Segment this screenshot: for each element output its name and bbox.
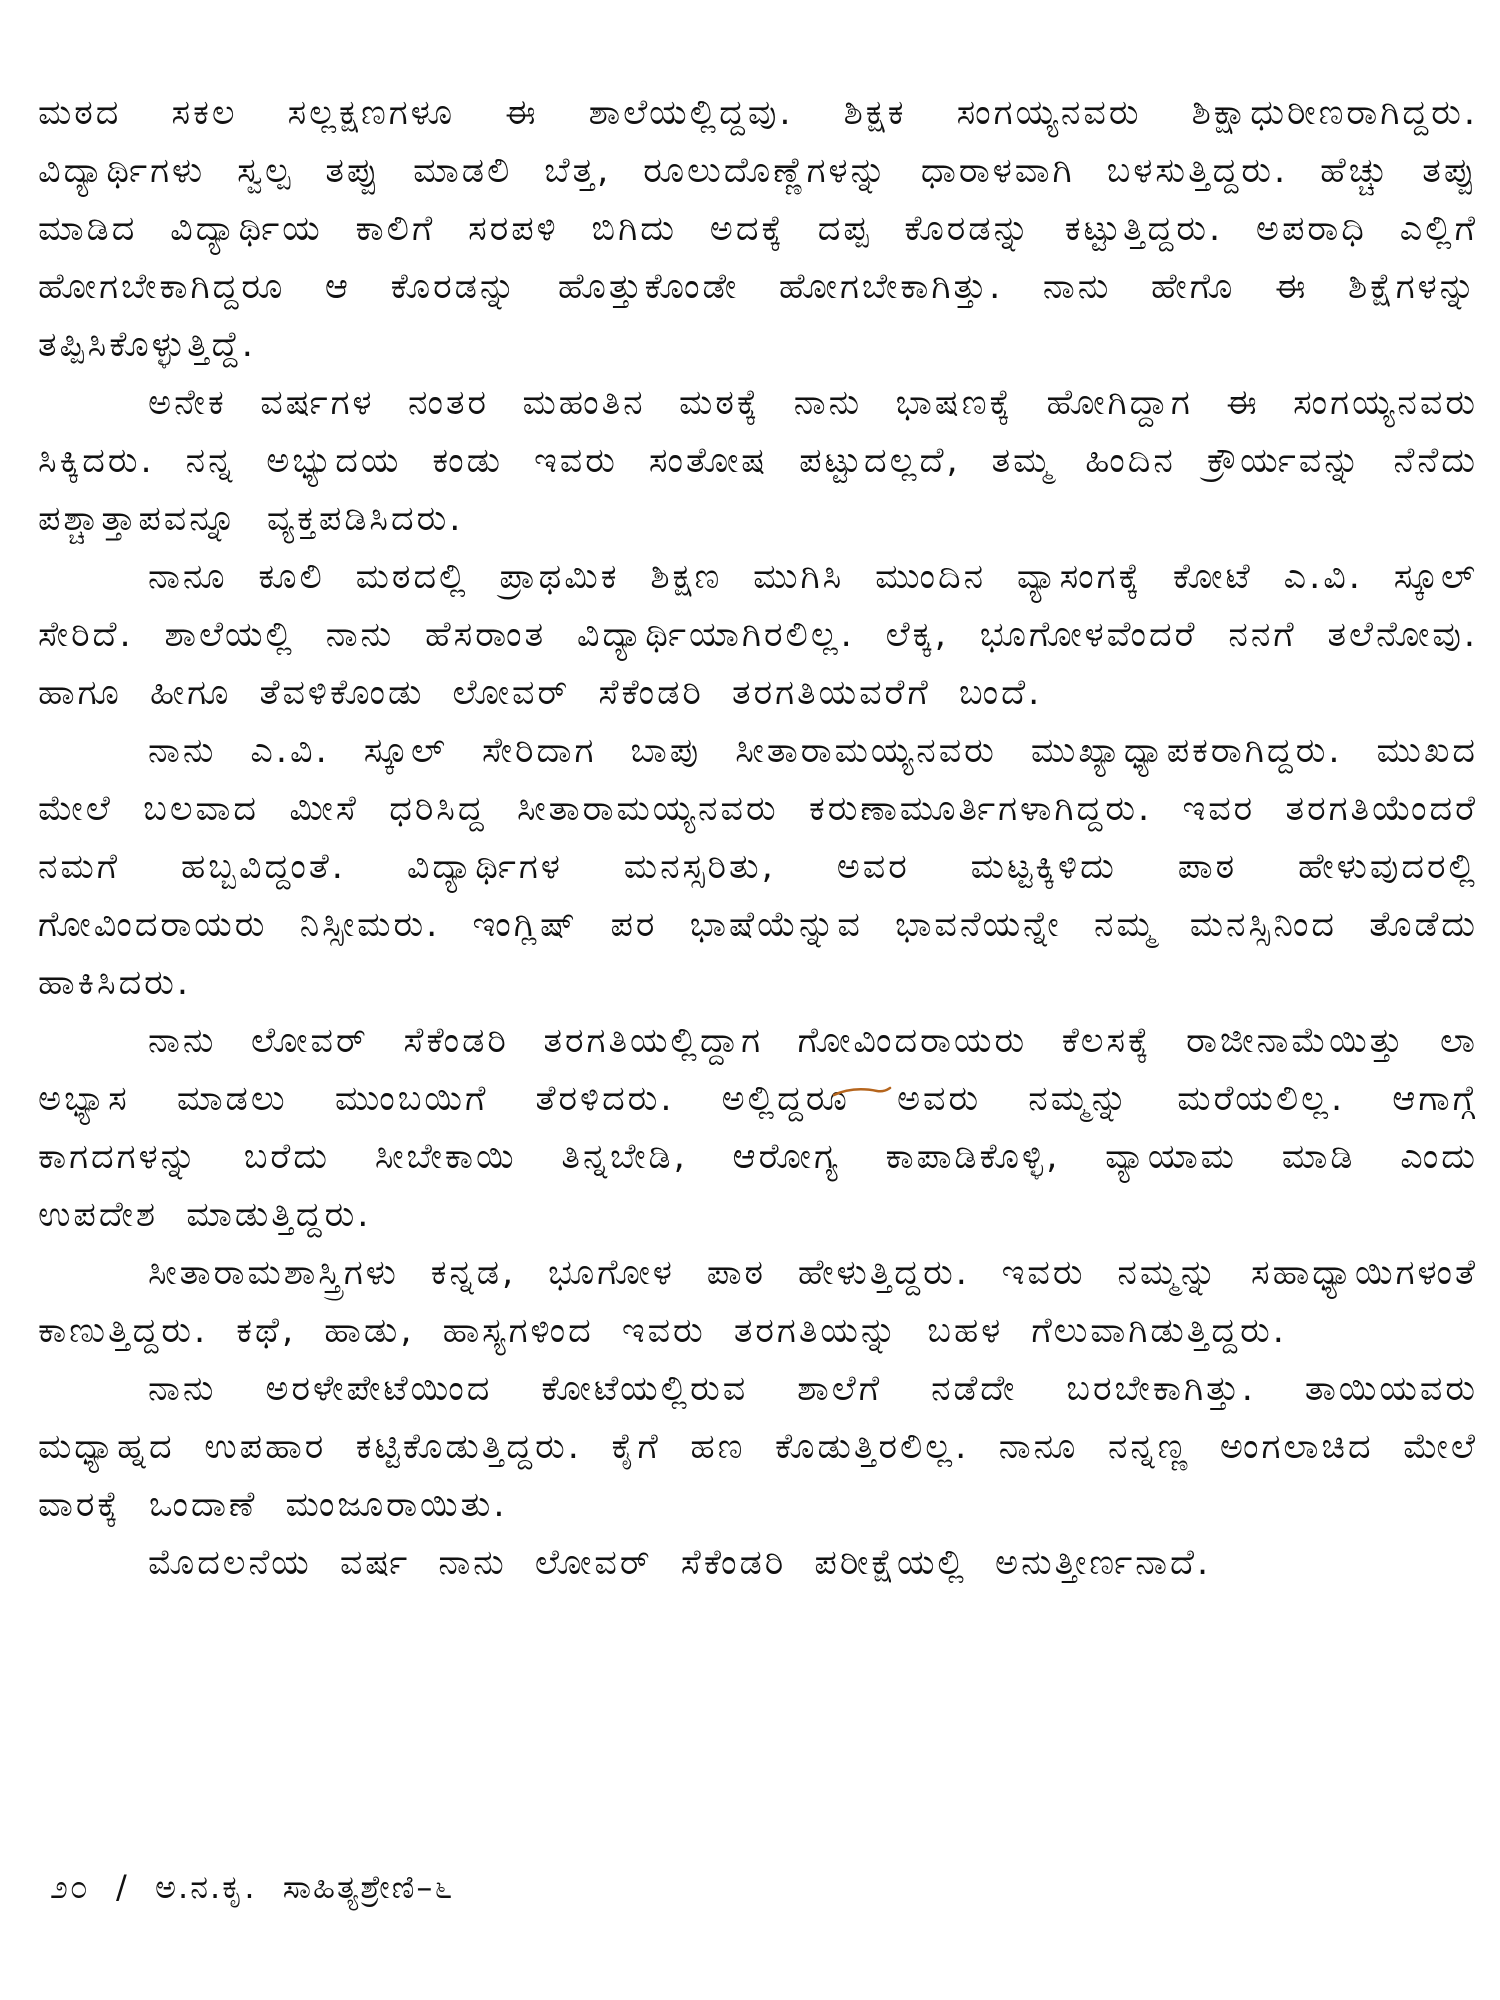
paragraph-2: ಅನೇಕ ವರ್ಷಗಳ ನಂತರ ಮಹಂತಿನ ಮಠಕ್ಕೆ ನಾನು ಭಾಷಣಕ್ಕೆ ಹೋಗಿದ್ದಾಗ ಈ ಸಂಗಯ್ಯನವರು ಸಿಕ್ಕಿದರು. ನನ್ನ ಅಭ್ಯುದಯ ಕಂಡು ಇವರು ಸಂತೋಷ ಪಟ್ಟುದಲ್ಲದೆ, ತಮ್ಮ ಹಿಂದಿನ ಕ್ರೌರ್ಯವನ್ನು ನೆನೆದು ಪಶ್ಚಾತ್ತಾಪವನ್ನೂ ವ್ಯಕ್ತಪಡಿಸಿದರು.: [38, 383, 1478, 539]
paragraph-6: ಸೀತಾರಾಮಶಾಸ್ತ್ರಿಗಳು ಕನ್ನಡ, ಭೂಗೋಳ ಪಾಠ ಹೇಳುತ್ತಿದ್ದರು. ಇವರು ನಮ್ಮನ್ನು ಸಹಾಧ್ಯಾಯಿಗಳಂತೆ ಕಾಣುತ್ತಿದ್ದರು. ಕಥೆ, ಹಾಡು, ಹಾಸ್ಯಗಳಿಂದ ಇವರು ತರಗತಿಯನ್ನು ಬಹಳ ಗೆಲುವಾಗಿಡುತ್ತಿದ್ದರು.: [38, 1253, 1478, 1351]
paragraph-7: ನಾನು ಅರಳೇಪೇಟೆಯಿಂದ ಕೋಟೆಯಲ್ಲಿರುವ ಶಾಲೆಗೆ ನಡೆದೇ ಬರಬೇಕಾಗಿತ್ತು. ತಾಯಿಯವರು ಮಧ್ಯಾಹ್ನದ ಉಪಹಾರ ಕಟ್ಟಿಕೊಡುತ್ತಿದ್ದರು. ಕೈಗೆ ಹಣ ಕೊಡುತ್ತಿರಲಿಲ್ಲ. ನಾನೂ ನನ್ನಣ್ಣ ಅಂಗಲಾಚಿದ ಮೇಲೆ ವಾರಕ್ಕೆ ಒಂದಾಣೆ ಮಂಜೂರಾಯಿತು.: [38, 1369, 1478, 1525]
paragraph-4: ನಾನು ಎ.ವಿ. ಸ್ಕೂಲ್ ಸೇರಿದಾಗ ಬಾಪು ಸೀತಾರಾಮಯ್ಯನವರು ಮುಖ್ಯಾಧ್ಯಾಪಕರಾಗಿದ್ದರು. ಮುಖದ ಮೇಲೆ ಬಲವಾದ ಮೀಸೆ ಧರಿಸಿದ್ದ ಸೀತಾರಾಮಯ್ಯನವರು ಕರುಣಾಮೂರ್ತಿಗಳಾಗಿದ್ದರು. ಇವರ ತರಗತಿಯೆಂದರೆ ನಮಗೆ ಹಬ್ಬವಿದ್ದಂತೆ. ವಿದ್ಯಾರ್ಥಿಗಳ ಮನಸ್ಸರಿತು, ಅವರ ಮಟ್ಟಕ್ಕಿಳಿದು ಪಾಠ ಹೇಳುವುದರಲ್ಲಿ ಗೋವಿಂದರಾಯರು ನಿಸ್ಸೀಮರು. ಇಂಗ್ಲಿಷ್ ಪರ ಭಾಷೆಯೆನ್ನುವ ಭಾವನೆಯನ್ನೇ ನಮ್ಮ ಮನಸ್ಸಿನಿಂದ ತೊಡೆದು ಹಾಕಿಸಿದರು.: [38, 731, 1478, 1003]
paragraph-8: ಮೊದಲನೆಯ ವರ್ಷ ನಾನು ಲೋವರ್ ಸೆಕೆಂಡರಿ ಪರೀಕ್ಷೆಯಲ್ಲಿ ಅನುತ್ತೀರ್ಣನಾದೆ.: [148, 1543, 1212, 1583]
handwritten-correction-mark: [832, 1085, 892, 1099]
paragraph-5: ನಾನು ಲೋವರ್ ಸೆಕೆಂಡರಿ ತರಗತಿಯಲ್ಲಿದ್ದಾಗ ಗೋವಿಂದರಾಯರು ಕೆಲಸಕ್ಕೆ ರಾಜೀನಾಮೆಯಿತ್ತು ಲಾ ಅಭ್ಯಾಸ ಮಾಡಲು ಮುಂಬಯಿಗೆ ತೆರಳಿದರು. ಅಲ್ಲಿದ್ದರೂ ಅವರು ನಮ್ಮನ್ನು ಮರೆಯಲಿಲ್ಲ. ಆಗಾಗ್ಗೆ ಕಾಗದಗಳನ್ನು ಬರೆದು ಸೀಬೇಕಾಯಿ ತಿನ್ನಬೇಡಿ, ಆರೋಗ್ಯ ಕಾಪಾಡಿಕೊಳ್ಳಿ, ವ್ಯಾಯಾಮ ಮಾಡಿ ಎಂದು ಉಪದೇಶ ಮಾಡುತ್ತಿದ್ದರು.: [38, 1021, 1478, 1235]
document-body: [38, 84, 1478, 1592]
paragraph-3: ನಾನೂ ಕೂಲಿ ಮಠದಲ್ಲಿ ಪ್ರಾಥಮಿಕ ಶಿಕ್ಷಣ ಮುಗಿಸಿ ಮುಂದಿನ ವ್ಯಾಸಂಗಕ್ಕೆ ಕೋಟೆ ಎ.ವಿ. ಸ್ಕೂಲ್ ಸೇರಿದೆ. ಶಾಲೆಯಲ್ಲಿ ನಾನು ಹೆಸರಾಂತ ವಿದ್ಯಾರ್ಥಿಯಾಗಿರಲಿಲ್ಲ. ಲೆಕ್ಕ, ಭೂಗೋಳವೆಂದರೆ ನನಗೆ ತಲೆನೋವು. ಹಾಗೂ ಹೀಗೂ ತೆವಳಿಕೊಂಡು ಲೋವರ್ ಸೆಕೆಂಡರಿ ತರಗತಿಯವರೆಗೆ ಬಂದೆ.: [38, 557, 1479, 713]
paragraph-1: ಮಠದ ಸಕಲ ಸಲ್ಲಕ್ಷಣಗಳೂ ಈ ಶಾಲೆಯಲ್ಲಿದ್ದವು. ಶಿಕ್ಷಕ ಸಂಗಯ್ಯನವರು ಶಿಕ್ಷಾಧುರೀಣರಾಗಿದ್ದರು. ವಿದ್ಯಾರ್ಥಿಗಳು ಸ್ವಲ್ಪ ತಪ್ಪು ಮಾಡಲಿ ಬೆತ್ತ, ರೂಲುದೊಣ್ಣೆಗಳನ್ನು ಧಾರಾಳವಾಗಿ ಬಳಸುತ್ತಿದ್ದರು. ಹೆಚ್ಚು ತಪ್ಪು ಮಾಡಿದ ವಿದ್ಯಾರ್ಥಿಯ ಕಾಲಿಗೆ ಸರಪಳಿ ಬಿಗಿದು ಅದಕ್ಕೆ ದಪ್ಪ ಕೊರಡನ್ನು ಕಟ್ಟುತ್ತಿದ್ದರು. ಅಪರಾಧಿ ಎಲ್ಲಿಗೆ ಹೋಗಬೇಕಾಗಿದ್ದರೂ ಆ ಕೊರಡನ್ನು ಹೊತ್ತುಕೊಂಡೇ ಹೋಗಬೇಕಾಗಿತ್ತು. ನಾನು ಹೇಗೊ ಈ ಶಿಕ್ಷೆಗಳನ್ನು ತಪ್ಪಿಸಿಕೊಳ್ಳುತ್ತಿದ್ದೆ.: [38, 93, 1478, 365]
page-footer: ೨೦ / ಅ.ನ.ಕೃ. ಸಾಹಿತ್ಯಶ್ರೇಣಿ–೬: [50, 1868, 455, 1906]
